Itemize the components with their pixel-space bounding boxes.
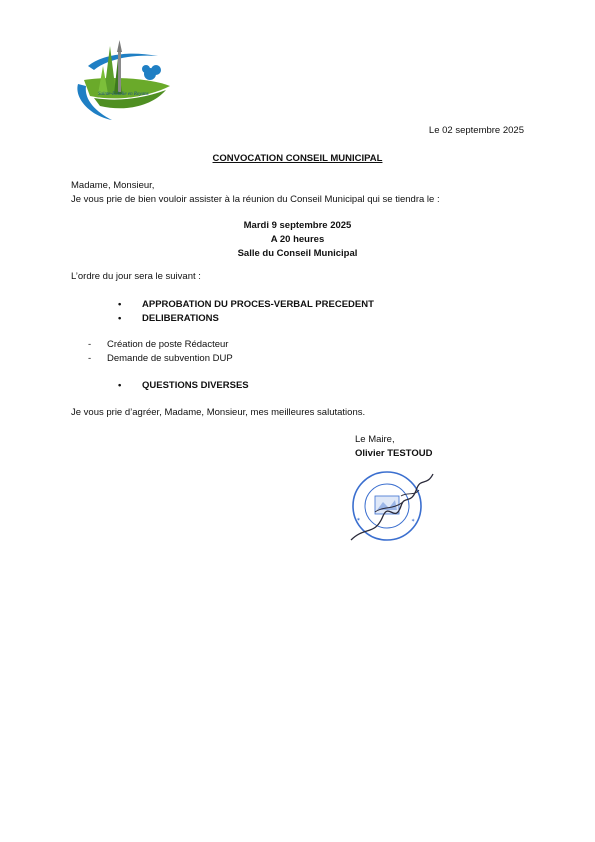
- letter-date: Le 02 septembre 2025: [428, 125, 524, 136]
- svg-text:✶: ✶: [411, 518, 416, 524]
- letter-title: CONVOCATION CONSEIL MUNICIPAL: [212, 153, 383, 164]
- svg-text:✶: ✶: [355, 516, 363, 523]
- intro-paragraph: Je vous prie de bien vouloir assister à la réunion du Conseil Municipal qui se tiendra le :: [71, 194, 440, 205]
- dash-icon: -: [88, 339, 92, 350]
- bullet-icon: •: [118, 313, 122, 324]
- bullet-icon: •: [118, 299, 122, 310]
- official-stamp-icon: [345, 466, 435, 546]
- agenda-list-last: [118, 380, 249, 394]
- agenda-item: • DELIBERATIONS: [118, 313, 219, 324]
- meeting-time: A 20 heures: [270, 234, 325, 245]
- closing-paragraph: Je vous prie d’agréer, Madame, Monsieur, mes meilleures salutations.: [71, 407, 366, 418]
- municipality-logo: [70, 36, 180, 122]
- meeting-day: Mardi 9 septembre 2025: [243, 220, 352, 231]
- meeting-details: [0, 219, 595, 261]
- agenda-item: • APPROBATION DU PROCES-VERBAL PRECEDENT: [118, 299, 374, 310]
- salutation: Madame, Monsieur,: [71, 180, 155, 191]
- signatory-role: Le Maire,: [355, 434, 395, 445]
- dash-icon: -: [88, 353, 92, 364]
- agenda-item: • QUESTIONS DIVERSES: [118, 380, 249, 391]
- meeting-place: Salle du Conseil Municipal: [237, 248, 358, 259]
- deliberation-item: - Demande de subvention DUP: [88, 353, 233, 364]
- deliberation-item: - Création de poste Rédacteur: [88, 339, 229, 350]
- agenda-list: [118, 299, 374, 327]
- agenda-intro: L’ordre du jour sera le suivant :: [71, 271, 201, 282]
- bullet-icon: •: [118, 380, 122, 391]
- logo-text: Sainte-Eulalie en Royans: [98, 92, 149, 97]
- deliberations-list: [88, 339, 233, 367]
- signatory-name: Olivier TESTOUD: [355, 448, 433, 459]
